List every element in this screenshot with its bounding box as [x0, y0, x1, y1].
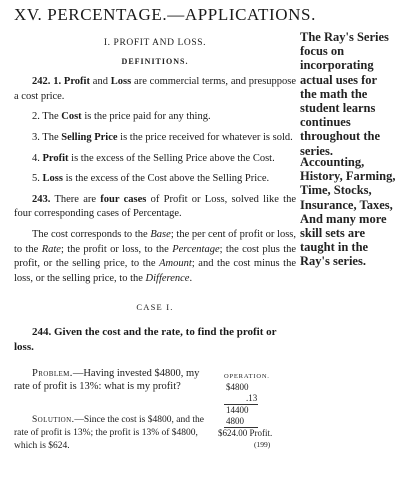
item-lead: 2. The — [32, 111, 59, 123]
sidebar-note-series: The Ray's Series focus on incorporating actual uses for the math the student learns continues throughout the series. — [300, 30, 389, 158]
conjunction: and — [92, 76, 108, 88]
paragraph-242-2 — [14, 110, 296, 125]
four-cases-term: four cases — [100, 193, 147, 205]
text-span: of Profit or Loss, solved like the four corresponding cases of Percentage. — [14, 193, 297, 220]
term-profit: Profit — [63, 76, 90, 88]
problem-label: Problem. — [32, 367, 73, 379]
paragraph-242-4 — [14, 152, 296, 167]
operation-line: $4800 — [226, 381, 249, 392]
text-span: ; the cost plus the profit, or the selling price, to the — [14, 243, 297, 270]
item-lead: 4. — [32, 152, 40, 164]
paragraph-243-correspondence — [14, 228, 296, 286]
definition-text: is the price received for whatever is sold. — [120, 131, 293, 143]
text-span: ; and the cost minus the loss, or the selling price, to the — [14, 258, 296, 284]
term-percentage: Percentage — [172, 243, 220, 255]
term-base: Base — [150, 228, 171, 240]
text-span: There are — [54, 193, 97, 205]
term-loss: Loss — [110, 76, 132, 88]
term-cost: Cost — [61, 111, 82, 123]
operation-heading: OPERATION. — [224, 372, 270, 380]
term-difference: Difference — [145, 272, 190, 284]
article-number: 243. — [32, 193, 51, 205]
definition-text: is the excess of the Selling Price above the Cost. — [71, 152, 275, 164]
definitions-heading: DEFINITIONS. — [121, 56, 189, 66]
operation-result: $624.00 Profit. — [218, 427, 273, 438]
chapter-title: XV. PERCENTAGE.—APPLICATIONS. — [14, 5, 316, 24]
term-selling-price: Selling Price — [61, 131, 118, 143]
term-profit: Profit — [42, 152, 69, 164]
paragraph-242-1 — [14, 75, 296, 104]
paragraph-242-5 — [14, 172, 296, 187]
sidebar-note-skills: Accounting, History, Farming, Time, Stocks, Insurance, Taxes, And many more skill sets are taught in the Ray's series. — [300, 155, 396, 269]
text-span: . — [189, 272, 193, 284]
operation-line: 4800 — [226, 415, 244, 426]
problem-body: —Having invested $4800, my rate of profit is 13%: what is my profit? — [14, 367, 200, 393]
paragraph-242-3 — [14, 131, 296, 146]
definition-text: is the price paid for any thing. — [84, 111, 211, 123]
solution-text — [14, 414, 210, 453]
definition-text: is the excess of the Cost above the Selling Price. — [65, 173, 270, 185]
text-span: The cost corresponds to the — [32, 228, 148, 240]
item-lead: 5. — [32, 173, 40, 185]
operation-block — [214, 371, 296, 450]
problem-text — [14, 367, 210, 394]
term-loss: Loss — [42, 173, 63, 185]
solution-body: —Since the cost is $4800, and the rate of profit is 13%; the profit is 13% of $4800, which is $624. — [14, 414, 204, 451]
paragraph-243 — [14, 193, 296, 222]
item-lead: 3. The — [32, 131, 59, 143]
item-number: 1. — [53, 76, 62, 88]
term-rate: Rate — [41, 243, 61, 255]
operation-line: .13 — [246, 392, 258, 403]
page-number: (199) — [254, 439, 271, 449]
section-heading: I. PROFIT AND LOSS. — [103, 38, 207, 48]
book-excerpt — [14, 36, 296, 482]
text-span: ; the per cent of profit or loss, to the — [14, 228, 296, 255]
definition-text: are commercial terms, and presuppose a cost price. — [14, 76, 297, 102]
text-span: ; the profit or loss, to the — [60, 243, 169, 255]
term-amount: Amount — [159, 258, 192, 270]
article-number: 242. — [32, 76, 51, 88]
solution-label: Solution. — [32, 414, 75, 425]
paragraph-244: 244. Given the cost and the rate, to find the profit or loss. — [14, 325, 277, 353]
case-heading: CASE I. — [136, 302, 174, 313]
operation-line: 14400 — [226, 404, 249, 415]
